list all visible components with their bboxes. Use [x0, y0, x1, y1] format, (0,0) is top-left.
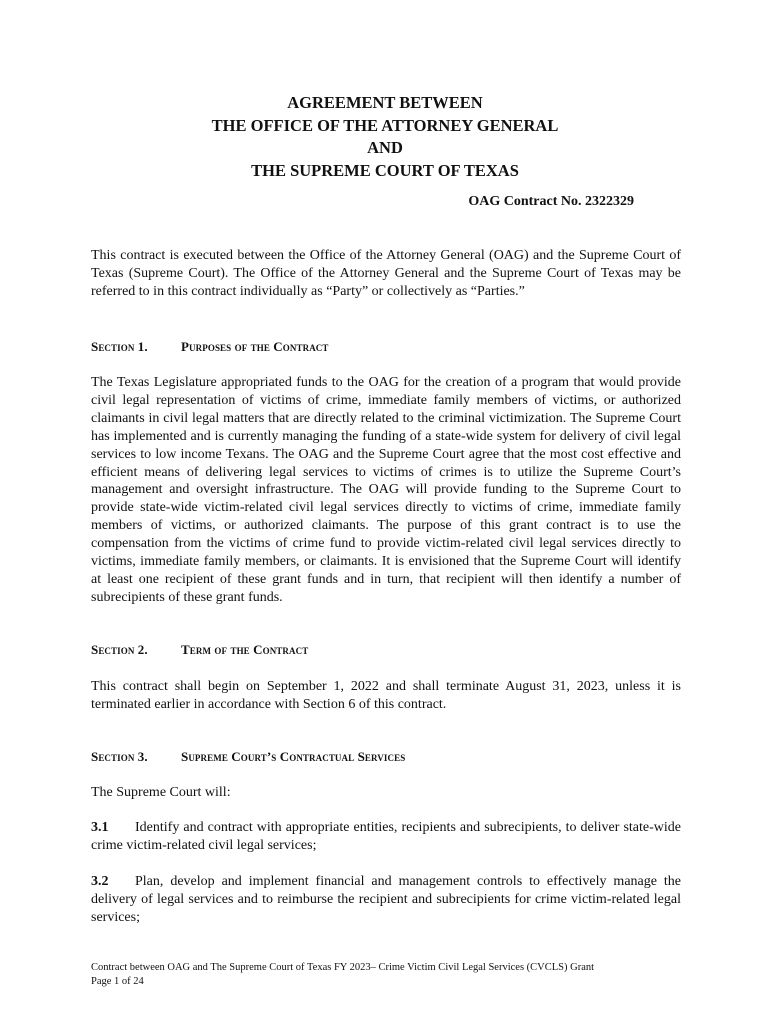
footer-title: Contract between OAG and The Supreme Court of Texas FY 2023– Crime Victim Civil Legal Services (CVCLS) Grant — [91, 962, 595, 973]
title-line: THE OFFICE OF THE ATTORNEY GENERAL — [211, 115, 559, 135]
list-item — [91, 873, 681, 927]
page-number: Page 1 of 24 — [91, 976, 144, 987]
item-number: 3.2 — [91, 874, 109, 889]
section-2-body: This contract shall begin on September 1, 2022 and shall terminate August 31, 2023, unless it is terminated earlier in accordance with Section 6 of this contract. — [91, 679, 681, 712]
section-number: Section 3. — [91, 749, 148, 764]
intro-paragraph: This contract is executed between the Office of the Attorney General (OAG) and the Supreme Court of Texas (Supreme Court). The Office of the Attorney General and the Supreme Court of Texas may be referred to in this contract individually as “Party” or collectively as “Parties.” — [91, 248, 681, 299]
section-title: Term of the Contract — [181, 642, 309, 657]
page-footer — [91, 961, 594, 989]
section-title: Supreme Court’s Contractual Services — [181, 749, 406, 764]
list-item — [91, 819, 681, 855]
section-3-lead: The Supreme Court will: — [91, 785, 231, 800]
section-number: Section 1. — [91, 339, 148, 354]
title-line: THE SUPREME COURT OF TEXAS — [251, 160, 519, 180]
title-line: AGREEMENT BETWEEN — [287, 93, 483, 112]
item-text: Identify and contract with appropriate entities, recipients and subrecipients, to deliver state-wide crime victim-related civil legal services; — [91, 820, 681, 853]
section-3-heading — [91, 749, 405, 765]
contract-number: OAG Contract No. 2322329 — [468, 194, 634, 209]
section-1-body: The Texas Legislature appropriated funds to the OAG for the creation of a program that would provide civil legal representation of victims of crime, immediate family members of victims, or authorized claimants in civil legal matters that are directly related to the criminal victimization. The Supreme Court has implemented and is currently managing the funding of a state-wide system for delivery of civil legal services to low income Texans. The OAG and the Supreme Court agree that the most cost effective and efficient means of delivering legal services to victims of crimes is to utilize the Supreme Court’s management and oversight infrastructure. The OAG will provide funding to the Supreme Court to provide state-wide victim-related civil legal services directly to victims of crime, immediate family members of victims, or authorized claimants. The purpose of this grant contract is to use the compensation from the victims of crime fund to provide victim-related civil legal services directly to victims, immediate family members, or claimants. It is envisioned that the Supreme Court will identify at least one recipient of these grant funds and in turn, that recipient will then identify a number of subrecipients of these grant funds. — [91, 375, 681, 605]
document-title — [0, 92, 770, 182]
section-title: Purposes of the Contract — [181, 339, 329, 354]
item-text: Plan, develop and implement financial and management controls to effectively manage the delivery of legal services and to reimburse the recipient and subrecipients for crime victim-related legal services; — [91, 874, 681, 925]
title-line: AND — [367, 138, 403, 157]
item-number: 3.1 — [91, 820, 109, 835]
section-number: Section 2. — [91, 642, 148, 657]
section-1-heading — [91, 339, 329, 355]
section-2-heading — [91, 642, 308, 658]
